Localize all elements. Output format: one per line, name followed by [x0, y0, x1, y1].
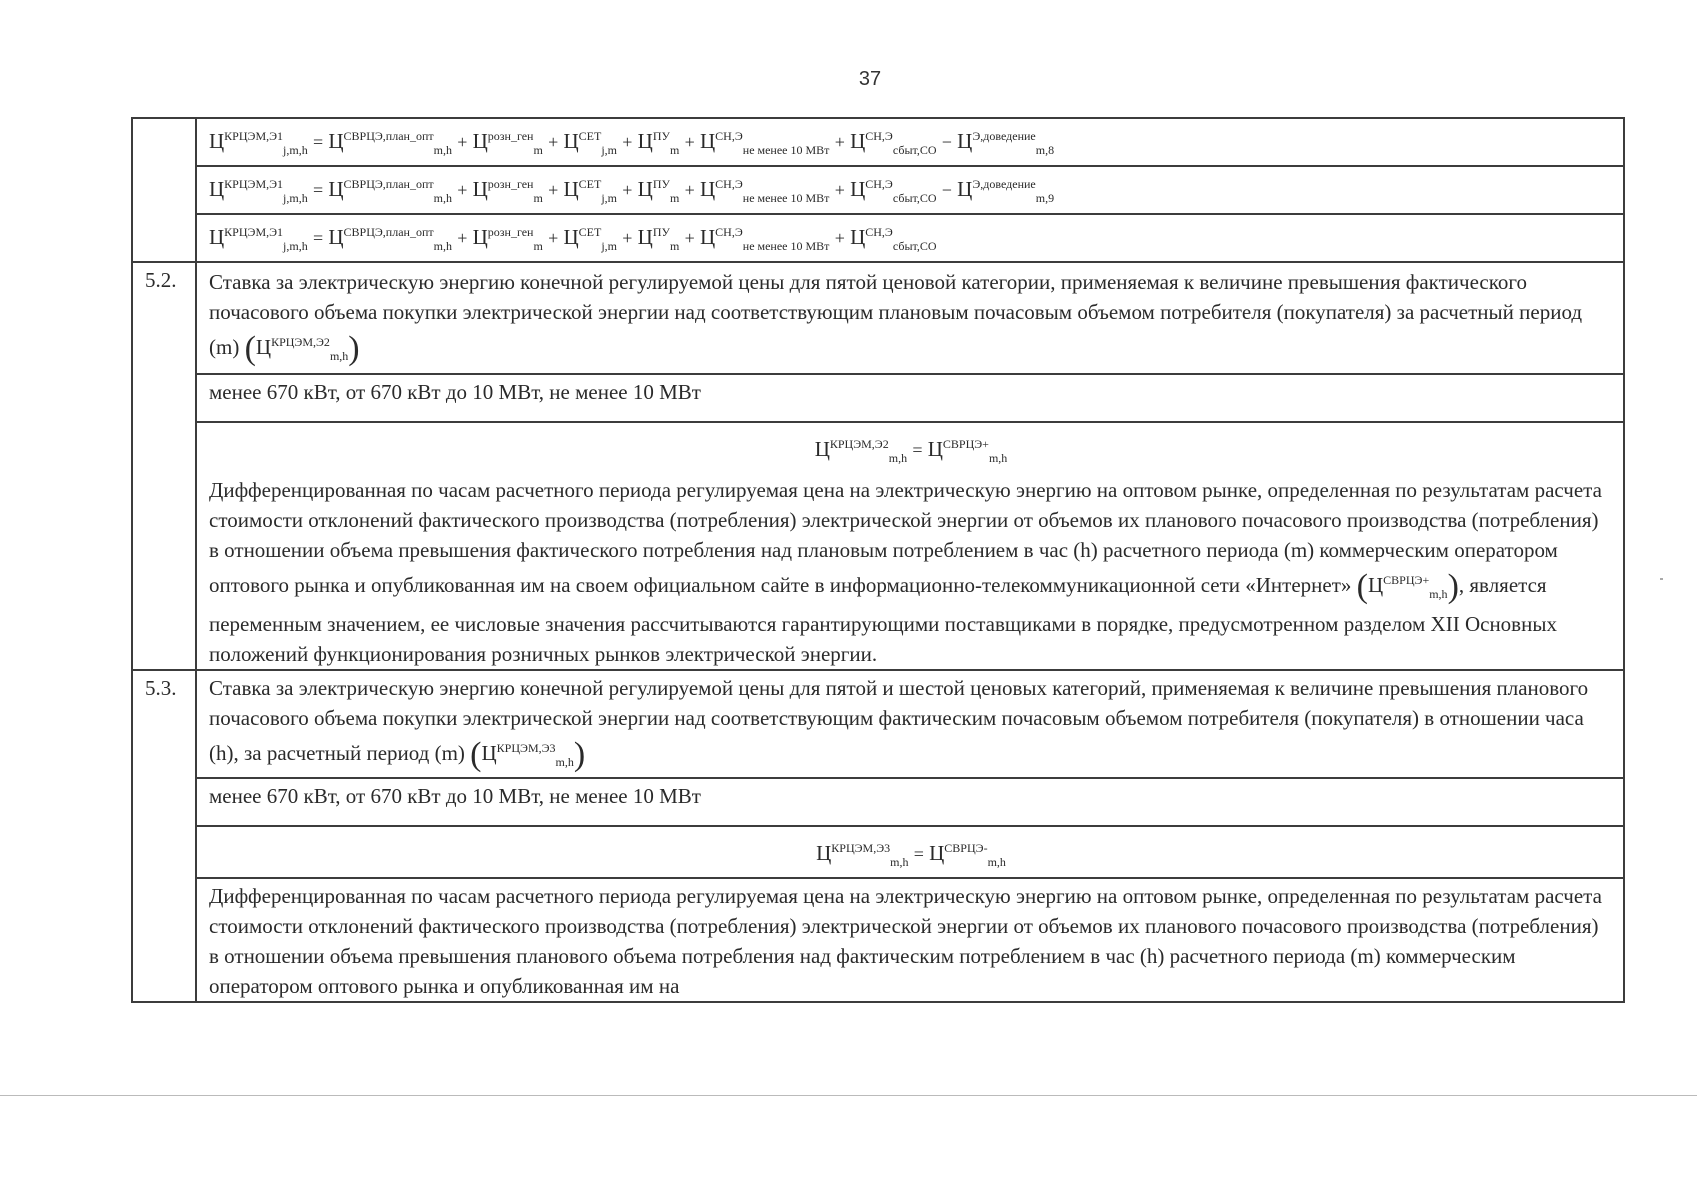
description-text: Дифференцированная по часам расчетного периода регулируемая цена на электрическую энергию на оптовом рынке, определенная по результатам расчета стоимости отклонений фактического производства (потребления) электрической энергии от объемов их планового почасового производства (потребления) в отношении объема превышения планового объема потребления над фактическим потреблением в час (h) расчетного периода (m) коммерческим оператором оптового рынка и опубликованная им на [196, 878, 1624, 1002]
section-5-2-heading-row [132, 262, 1624, 374]
scan-speck [1660, 578, 1663, 580]
formula-e3: $Ц^{КРЦЭМ,Э3}_{m,h} = Ц^{СВРЦЭ-}_{m,h}$ [196, 826, 1624, 878]
formula-cell [196, 214, 1624, 262]
section-heading: Ставка за электрическую энергию конечной регулируемой цены для пятой и шестой ценовых категорий, применяемая к величине превышения планового почасового объема покупки электрической энергии над соответствующим фактическим почасовым объемом потребителя (покупателя) в отношении часа (h), за расчетный период (m) [209, 676, 1589, 765]
description-text: Дифференцированная по часам расчетного периода регулируемая цена на электрическую энергию на оптовом рынке, определенная по результатам расчета стоимости отклонений фактического производства (потребления) электрической энергии от объемов их планового почасового производства (потребления) в отношении объема превышения фактического потребления над плановым потреблением в час (h) расчетного периода (m) коммерческим оператором оптового рынка и опубликованная им на своем официальном сайте в информационно-телекоммуникационной сети «Интернет» [209, 478, 1602, 597]
formula-row [132, 214, 1624, 262]
formula-e1-dov8: $Ц^{КРЦЭМ,Э1}_{j,m,h} = Ц^{СВРЦЭ,план\_опт}_{m,h} + Ц^{розн\_ген}_m + Ц^{СЕТ}_{j,m} + Ц^{ПУ}_m + Ц^{СН,Э}_{не менее 10 МВт} + Ц^{СН,Э}_{сбыт,СО} - Ц^{Э,доведение}_{m,8}$ [209, 129, 1055, 157]
power-levels-row [132, 778, 1624, 826]
formula-row [132, 826, 1624, 878]
formula-e3-symbol: $(Ц^{КРЦЭМ,Э3}_{m,h})$ [470, 736, 586, 774]
formula-row [132, 166, 1624, 214]
section-heading: Ставка за электрическую энергию конечной регулируемой цены для пятой ценовой категории, применяемая к величине превышения фактического почасового объема покупки электрической энергии над соответствующим плановым почасовым объемом потребителя (покупателя) за расчетный период (m) [209, 270, 1583, 359]
power-levels: менее 670 кВт, от 670 кВт до 10 МВт, не менее 10 МВт [196, 374, 1624, 422]
page-divider [0, 1095, 1697, 1096]
description-tail: , является переменным значением, ее числовые значения рассчитываются гарантирующими поставщиками в порядке, предусмотренном разделом XII Основных положений функционирования розничных рынков электрической энергии. [209, 573, 1557, 666]
formula-cell [196, 118, 1624, 166]
formula-e2: $Ц^{КРЦЭМ,Э2}_{m,h} = Ц^{СВРЦЭ+}_{m,h}$ [814, 437, 1008, 465]
formula-svrtse-plus-symbol: $(Ц^{СВРЦЭ+}_{m,h})$ [1356, 568, 1459, 606]
section-number: 5.3. [132, 670, 196, 1002]
page-number: 37 [858, 68, 882, 90]
section-heading-cell [196, 262, 1624, 374]
description-cell [196, 422, 1624, 670]
formula-e2-symbol: $(Ц^{КРЦЭМ,Э2}_{m,h})$ [244, 330, 360, 368]
description-row [132, 422, 1624, 670]
formula-e1-base: $Ц^{КРЦЭМ,Э1}_{j,m,h} = Ц^{СВРЦЭ,план\_опт}_{m,h} + Ц^{розн\_ген}_m + Ц^{СЕТ}_{j,m} + Ц^{ПУ}_m + Ц^{СН,Э}_{не менее 10 МВт} + Ц^{СН,Э}_{сбыт,СО}$ [209, 225, 937, 253]
tariff-table [131, 117, 1625, 1003]
formula-e1-dov9: $Ц^{КРЦЭМ,Э1}_{j,m,h} = Ц^{СВРЦЭ,план\_опт}_{m,h} + Ц^{розн\_ген}_m + Ц^{СЕТ}_{j,m} + Ц^{ПУ}_m + Ц^{СН,Э}_{не менее 10 МВт} + Ц^{СН,Э}_{сбыт,СО} - Ц^{Э,доведение}_{m,9}$ [209, 177, 1055, 205]
power-levels-row [132, 374, 1624, 422]
section-heading-cell [196, 670, 1624, 778]
formula-cell [196, 166, 1624, 214]
section-number-cell-empty [132, 118, 196, 262]
description-row [132, 878, 1624, 1002]
formula-row [132, 118, 1624, 166]
section-number: 5.2. [132, 262, 196, 670]
power-levels: менее 670 кВт, от 670 кВт до 10 МВт, не менее 10 МВт [196, 778, 1624, 826]
section-5-3-heading-row [132, 670, 1624, 778]
